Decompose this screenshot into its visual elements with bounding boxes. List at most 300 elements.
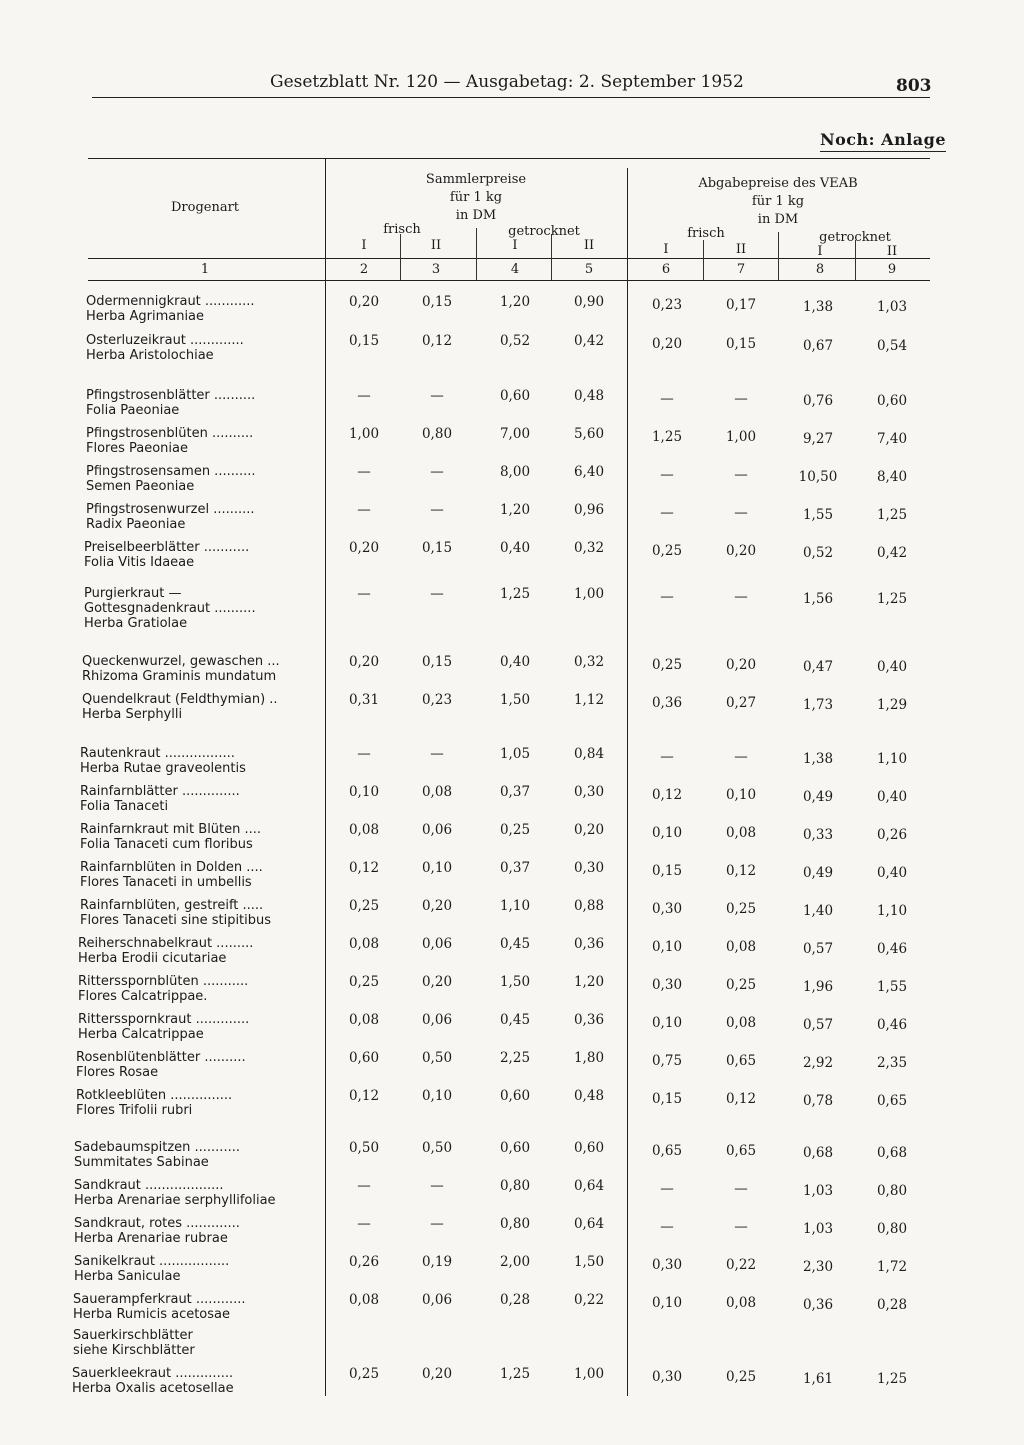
table-row	[0, 936, 1024, 972]
price-cell: 0,65	[876, 1093, 908, 1109]
drug-name: Sauerampferkraut ............ Herba Rumicis acetosae	[73, 1292, 246, 1322]
price-cell: 0,40	[876, 789, 908, 805]
price-cell: —	[660, 749, 674, 765]
grade-label: I	[663, 242, 669, 257]
price-cell: 7,00	[499, 426, 531, 442]
drug-name: Rittersspornblüten ........... Flores Calcatrippae.	[78, 974, 249, 1004]
drug-name: Pfingstrosensamen .......... Semen Paeoniae	[86, 464, 256, 494]
header-bottom-rule	[88, 258, 930, 259]
price-cell: 0,78	[802, 1093, 834, 1109]
abgabepreise-title: Abgabepreise des VEAB	[698, 176, 858, 191]
price-cell: 0,80	[499, 1178, 531, 1194]
price-cell: 1,10	[499, 898, 531, 914]
page-number: 803	[896, 76, 932, 96]
getrocknet-divider-2	[778, 232, 779, 280]
drug-name: Rosenblütenblätter .......... Flores Rosae	[76, 1050, 246, 1080]
grade-label: II	[886, 244, 898, 259]
price-cell: 0,76	[802, 393, 834, 409]
getrocknet-divider-1	[476, 228, 477, 280]
price-cell: 0,80	[499, 1216, 531, 1232]
price-cell: 2,35	[876, 1055, 908, 1071]
price-cell: 0,57	[802, 1017, 834, 1033]
price-cell: 0,20	[348, 540, 380, 556]
price-cell: 0,06	[421, 1012, 453, 1028]
price-cell: 0,06	[421, 1292, 453, 1308]
price-cell: 1,29	[876, 697, 908, 713]
price-cell: 0,20	[573, 822, 605, 838]
price-cell: 1,55	[802, 507, 834, 523]
price-cell: 0,08	[725, 1015, 757, 1031]
column-number: 8	[815, 262, 825, 277]
price-cell: 0,30	[651, 1257, 683, 1273]
price-cell: 0,48	[573, 1088, 605, 1104]
price-cell: —	[357, 586, 371, 602]
table-row	[0, 294, 1024, 330]
price-cell: 0,65	[725, 1143, 757, 1159]
price-cell: 1,00	[725, 429, 757, 445]
price-cell: 0,47	[802, 659, 834, 675]
price-cell: 0,64	[573, 1178, 605, 1194]
grade-label: II	[430, 238, 442, 253]
price-cell: 0,12	[651, 787, 683, 803]
price-cell: 0,96	[573, 502, 605, 518]
abgabepreise-unit: für 1 kg	[751, 194, 805, 209]
grade-label: I	[512, 238, 518, 253]
price-cell: 0,54	[876, 338, 908, 354]
price-cell: —	[660, 467, 674, 483]
drug-name: Rainfarnkraut mit Blüten .... Folia Tanaceti cum floribus	[80, 822, 262, 852]
drug-name: Pfingstrosenwurzel .......... Radix Paeoniae	[86, 502, 255, 532]
price-cell: 1,03	[802, 1221, 834, 1237]
price-cell: 0,33	[802, 827, 834, 843]
grade-divider-1	[400, 234, 401, 280]
table-row	[0, 860, 1024, 896]
table-row	[0, 426, 1024, 462]
price-cell: 1,20	[499, 294, 531, 310]
price-cell: 0,25	[499, 822, 531, 838]
drug-name: Odermennigkraut ............ Herba Agrimaniae	[86, 294, 255, 324]
table-row	[0, 746, 1024, 782]
price-cell: 0,08	[725, 825, 757, 841]
price-cell: —	[734, 589, 748, 605]
price-cell: 10,50	[798, 469, 838, 485]
price-cell: 0,36	[573, 1012, 605, 1028]
price-cell: —	[357, 464, 371, 480]
price-cell: 0,80	[421, 426, 453, 442]
price-cell: 8,00	[499, 464, 531, 480]
price-cell: 0,20	[421, 898, 453, 914]
table-row	[0, 654, 1024, 690]
price-cell: 0,60	[499, 1140, 531, 1156]
table-row	[0, 898, 1024, 934]
price-cell: 0,75	[651, 1053, 683, 1069]
price-cell: 0,25	[651, 543, 683, 559]
price-cell: 0,10	[651, 939, 683, 955]
price-cell: 0,12	[348, 860, 380, 876]
price-cell: —	[430, 746, 444, 762]
price-cell: 0,84	[573, 746, 605, 762]
price-cell: 0,12	[348, 1088, 380, 1104]
price-cell: 0,22	[725, 1257, 757, 1273]
price-cell: 0,40	[499, 654, 531, 670]
price-cell: 1,25	[499, 586, 531, 602]
price-cell: 1,25	[876, 507, 908, 523]
table-row	[0, 1254, 1024, 1290]
drug-name: Sauerkleekraut .............. Herba Oxalis acetosellae	[72, 1366, 234, 1396]
price-cell: 0,48	[573, 388, 605, 404]
price-cell: —	[357, 746, 371, 762]
table-row	[0, 1178, 1024, 1214]
price-cell: —	[430, 388, 444, 404]
price-cell: 0,30	[651, 977, 683, 993]
price-cell: 1,10	[876, 751, 908, 767]
drug-name: Preiselbeerblätter ........... Folia Vitis Idaeae	[84, 540, 250, 570]
price-cell: 0,37	[499, 860, 531, 876]
grade-divider-4	[855, 240, 856, 280]
price-cell: 1,03	[802, 1183, 834, 1199]
table-row	[0, 1328, 1024, 1364]
gazette-header-title: Gesetzblatt Nr. 120 — Ausgabetag: 2. September 1952	[270, 72, 744, 92]
price-cell: 0,08	[348, 1292, 380, 1308]
price-cell: 0,90	[573, 294, 605, 310]
price-cell: 1,03	[876, 299, 908, 315]
price-cell: —	[430, 464, 444, 480]
grade-label: I	[361, 238, 367, 253]
price-cell: 6,40	[573, 464, 605, 480]
price-cell: 0,80	[876, 1183, 908, 1199]
price-cell: 0,60	[876, 393, 908, 409]
price-cell: 1,50	[573, 1254, 605, 1270]
price-cell: —	[430, 502, 444, 518]
price-cell: 1,00	[573, 1366, 605, 1382]
table-row	[0, 784, 1024, 820]
price-cell: 0,08	[348, 936, 380, 952]
table-row	[0, 464, 1024, 500]
price-cell: 1,38	[802, 751, 834, 767]
grade-label: II	[735, 242, 747, 257]
price-cell: 1,00	[348, 426, 380, 442]
price-cell: —	[357, 1216, 371, 1232]
drug-name: Sandkraut, rotes ............. Herba Arenariae rubrae	[74, 1216, 240, 1246]
price-cell: 0,08	[725, 939, 757, 955]
price-cell: 1,05	[499, 746, 531, 762]
price-cell: 0,23	[651, 297, 683, 313]
price-cell: 1,00	[573, 586, 605, 602]
price-cell: 0,15	[421, 540, 453, 556]
price-cell: 0,37	[499, 784, 531, 800]
price-cell: 0,52	[499, 333, 531, 349]
price-cell: 2,25	[499, 1050, 531, 1066]
table-row	[0, 1012, 1024, 1048]
price-cell: 0,60	[499, 388, 531, 404]
price-cell: 0,26	[348, 1254, 380, 1270]
price-cell: 1,12	[573, 692, 605, 708]
sammlerpreise-currency: in DM	[455, 208, 497, 223]
table-row	[0, 1050, 1024, 1086]
price-cell: 0,25	[725, 1369, 757, 1385]
price-cell: 0,20	[725, 543, 757, 559]
price-cell: 0,42	[573, 333, 605, 349]
price-cell: 0,49	[802, 789, 834, 805]
price-cell: 1,25	[876, 1371, 908, 1387]
price-cell: 1,25	[651, 429, 683, 445]
price-cell: 0,40	[876, 865, 908, 881]
price-cell: 0,88	[573, 898, 605, 914]
price-cell: 0,46	[876, 941, 908, 957]
price-cell: 1,50	[499, 974, 531, 990]
price-cell: 0,36	[651, 695, 683, 711]
price-cell: 0,20	[651, 336, 683, 352]
abgabepreise-frisch: frisch	[687, 226, 725, 241]
drug-name: Rainfarnblüten in Dolden .... Flores Tanaceti in umbellis	[80, 860, 263, 890]
price-cell: 1,72	[876, 1259, 908, 1275]
abgabepreise-currency: in DM	[757, 212, 799, 227]
price-cell: 0,60	[573, 1140, 605, 1156]
price-cell: 0,25	[725, 977, 757, 993]
table-row	[0, 974, 1024, 1010]
price-cell: 0,10	[348, 784, 380, 800]
sammlerpreise-title: Sammlerpreise	[425, 172, 527, 187]
price-cell: 1,38	[802, 299, 834, 315]
price-cell: —	[430, 586, 444, 602]
price-cell: 1,61	[802, 1371, 834, 1387]
price-cell: 2,00	[499, 1254, 531, 1270]
price-cell: 0,30	[651, 1369, 683, 1385]
price-cell: 0,15	[348, 333, 380, 349]
price-cell: 0,20	[421, 1366, 453, 1382]
price-cell: 0,15	[421, 654, 453, 670]
price-cell: 0,46	[876, 1017, 908, 1033]
price-cell: 1,73	[802, 697, 834, 713]
price-cell: 0,12	[725, 1091, 757, 1107]
column-number: 3	[431, 262, 441, 277]
drug-name: Purgierkraut — Gottesgnadenkraut .......... Herba Gratiolae	[84, 586, 256, 631]
colno-bottom-rule	[88, 280, 930, 281]
price-cell: 0,10	[651, 1015, 683, 1031]
drug-name: Rotkleeblüten ............... Flores Trifolii rubri	[76, 1088, 233, 1118]
price-cell: 0,25	[725, 901, 757, 917]
table-row	[0, 502, 1024, 538]
price-cell: 0,22	[573, 1292, 605, 1308]
price-cell: 0,80	[876, 1221, 908, 1237]
price-cell: —	[357, 1178, 371, 1194]
table-row	[0, 586, 1024, 631]
grade-divider-2	[551, 234, 552, 280]
price-cell: 0,10	[421, 860, 453, 876]
price-cell: 0,06	[421, 936, 453, 952]
price-cell: 0,19	[421, 1254, 453, 1270]
column-number: 9	[887, 262, 897, 277]
price-cell: 0,40	[499, 540, 531, 556]
drug-name: Rittersspornkraut ............. Herba Calcatrippae	[78, 1012, 250, 1042]
table-row	[0, 1292, 1024, 1328]
price-cell: 0,42	[876, 545, 908, 561]
table-row	[0, 388, 1024, 424]
price-cell: —	[734, 467, 748, 483]
drug-name: Osterluzeikraut ............. Herba Aristolochiae	[86, 333, 244, 363]
price-cell: 1,96	[802, 979, 834, 995]
price-cell: 5,60	[573, 426, 605, 442]
sammlerpreise-unit: für 1 kg	[449, 190, 503, 205]
price-cell: 0,32	[573, 540, 605, 556]
drug-name: Pfingstrosenblüten .......... Flores Paeoniae	[86, 426, 254, 456]
price-cell: 0,08	[421, 784, 453, 800]
price-cell: —	[734, 391, 748, 407]
price-cell: 0,31	[348, 692, 380, 708]
table-row	[0, 1088, 1024, 1124]
price-cell: 0,68	[876, 1145, 908, 1161]
column-number: 4	[510, 262, 520, 277]
price-cell: 0,15	[651, 863, 683, 879]
price-cell: 1,20	[499, 502, 531, 518]
drug-name: Reiherschnabelkraut ......... Herba Erodii cicutariae	[78, 936, 254, 966]
price-cell: —	[660, 1219, 674, 1235]
price-cell: —	[357, 388, 371, 404]
price-cell: —	[660, 589, 674, 605]
price-cell: 1,56	[802, 591, 834, 607]
price-cell: 0,45	[499, 1012, 531, 1028]
price-cell: 0,40	[876, 659, 908, 675]
price-cell: 0,28	[876, 1297, 908, 1313]
price-cell: —	[734, 1181, 748, 1197]
price-cell: 9,27	[802, 431, 834, 447]
drug-name: Rainfarnblüten, gestreift ..... Flores Tanaceti sine stipitibus	[80, 898, 272, 928]
header-rule	[92, 97, 930, 98]
price-cell: 0,15	[651, 1091, 683, 1107]
price-cell: 0,25	[651, 657, 683, 673]
price-cell: 0,50	[421, 1050, 453, 1066]
price-cell: 0,20	[421, 974, 453, 990]
price-cell: 0,20	[348, 654, 380, 670]
column-number: 2	[359, 262, 369, 277]
price-cell: 0,12	[725, 863, 757, 879]
table-row	[0, 333, 1024, 369]
drug-name: Sanikelkraut ................. Herba Saniculae	[74, 1254, 230, 1284]
price-cell: 0,20	[725, 657, 757, 673]
price-cell: 0,10	[651, 825, 683, 841]
table-row	[0, 692, 1024, 728]
sammlerpreise-frisch: frisch	[383, 222, 421, 237]
table-top-rule	[88, 158, 930, 159]
price-cell: 0,45	[499, 936, 531, 952]
price-cell: 8,40	[876, 469, 908, 485]
price-cell: 0,49	[802, 865, 834, 881]
table-row	[0, 1140, 1024, 1176]
drug-name: Rautenkraut ................. Herba Rutae graveolentis	[80, 746, 246, 776]
price-cell: 0,50	[348, 1140, 380, 1156]
price-cell: 0,68	[802, 1145, 834, 1161]
grade-divider-3	[703, 240, 704, 280]
column-number: 6	[661, 262, 671, 277]
drug-name: Sadebaumspitzen ........... Summitates Sabinae	[74, 1140, 240, 1170]
price-cell: 0,10	[421, 1088, 453, 1104]
price-cell: —	[660, 391, 674, 407]
price-cell: 1,20	[573, 974, 605, 990]
column-number: 5	[584, 262, 594, 277]
price-cell: 2,30	[802, 1259, 834, 1275]
price-cell: 0,60	[499, 1088, 531, 1104]
table-row	[0, 822, 1024, 858]
price-cell: 0,36	[573, 936, 605, 952]
drug-name: Rainfarnblätter .............. Folia Tanaceti	[80, 784, 240, 814]
price-cell: 0,10	[725, 787, 757, 803]
price-cell: —	[734, 505, 748, 521]
price-cell: —	[430, 1216, 444, 1232]
drug-name: Sandkraut ................... Herba Arenariae serphyllifoliae	[74, 1178, 276, 1208]
price-cell: 0,30	[573, 784, 605, 800]
price-cell: 0,12	[421, 333, 453, 349]
price-cell: 2,92	[802, 1055, 834, 1071]
price-cell: 0,25	[348, 974, 380, 990]
price-cell: 0,65	[651, 1143, 683, 1159]
price-cell: 0,36	[802, 1297, 834, 1313]
price-cell: 0,32	[573, 654, 605, 670]
drug-name: Queckenwurzel, gewaschen ... Rhizoma Graminis mundatum	[82, 654, 280, 684]
price-cell: 1,55	[876, 979, 908, 995]
price-cell: 0,15	[725, 336, 757, 352]
price-cell: 0,50	[421, 1140, 453, 1156]
price-cell: 0,60	[348, 1050, 380, 1066]
price-cell: 0,28	[499, 1292, 531, 1308]
drug-name: Sauerkirschblätter siehe Kirschblätter	[73, 1328, 195, 1358]
table-row	[0, 1216, 1024, 1252]
price-cell: 0,64	[573, 1216, 605, 1232]
price-cell: —	[357, 502, 371, 518]
abgabepreise-getrocknet: getrocknet	[819, 230, 891, 245]
drug-name: Quendelkraut (Feldthymian) .. Herba Serphylli	[82, 692, 278, 722]
price-cell: —	[430, 1178, 444, 1194]
price-cell: 0,30	[573, 860, 605, 876]
price-cell: 7,40	[876, 431, 908, 447]
price-cell: —	[660, 1181, 674, 1197]
price-cell: 0,17	[725, 297, 757, 313]
price-cell: 0,06	[421, 822, 453, 838]
price-cell: 0,65	[725, 1053, 757, 1069]
price-cell: 0,25	[348, 898, 380, 914]
price-cell: 0,30	[651, 901, 683, 917]
price-cell: 1,40	[802, 903, 834, 919]
price-cell: 1,25	[499, 1366, 531, 1382]
price-cell: 1,25	[876, 591, 908, 607]
price-cell: 0,27	[725, 695, 757, 711]
table-row	[0, 1366, 1024, 1402]
price-cell: 0,52	[802, 545, 834, 561]
price-cell: 0,25	[348, 1366, 380, 1382]
sammlerpreise-getrocknet: getrocknet	[508, 224, 580, 239]
price-cell: 0,23	[421, 692, 453, 708]
price-cell: 0,26	[876, 827, 908, 843]
annex-label: Noch: Anlage	[820, 130, 946, 152]
grade-label: I	[817, 244, 823, 259]
price-cell: 0,15	[421, 294, 453, 310]
price-cell: 0,57	[802, 941, 834, 957]
drug-name: Pfingstrosenblätter .......... Folia Paeoniae	[86, 388, 256, 418]
grade-label: II	[583, 238, 595, 253]
table-row	[0, 540, 1024, 576]
price-cell: 0,20	[348, 294, 380, 310]
price-cell: —	[734, 749, 748, 765]
price-cell: —	[660, 505, 674, 521]
price-cell: 0,08	[725, 1295, 757, 1311]
price-cell: 1,80	[573, 1050, 605, 1066]
price-cell: —	[734, 1219, 748, 1235]
price-cell: 1,50	[499, 692, 531, 708]
column-number: 1	[200, 262, 210, 277]
column-number: 7	[736, 262, 746, 277]
price-cell: 0,10	[651, 1295, 683, 1311]
price-cell: 0,08	[348, 822, 380, 838]
price-cell: 0,67	[802, 338, 834, 354]
